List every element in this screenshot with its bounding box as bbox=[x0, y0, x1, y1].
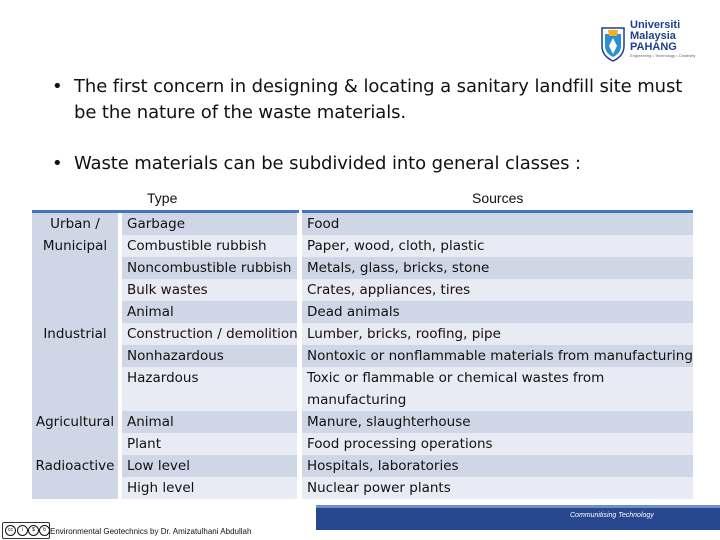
source-text: Nuclear power plants bbox=[307, 480, 451, 496]
type-text: Garbage bbox=[127, 216, 186, 232]
cell-category bbox=[32, 411, 118, 433]
source-text: Food bbox=[307, 216, 340, 232]
cell-type bbox=[122, 345, 297, 367]
cell-type bbox=[122, 477, 297, 499]
type-text: Noncombustible rubbish bbox=[127, 260, 292, 276]
cell-category bbox=[32, 235, 118, 257]
type-text: Hazardous bbox=[127, 370, 199, 386]
source-text: Paper, wood, cloth, plastic bbox=[307, 238, 485, 254]
source-text: Metals, glass, bricks, stone bbox=[307, 260, 490, 276]
bullet-1-text: The first concern in designing & locating a sanitary landfill site must be the nature of the waste materials. bbox=[74, 76, 683, 123]
footer-tagline: Communitising Technology bbox=[570, 512, 654, 519]
table-row bbox=[32, 433, 693, 455]
cell-type bbox=[122, 367, 297, 389]
source-text: Dead animals bbox=[307, 304, 400, 320]
table-row bbox=[32, 323, 693, 345]
category-text: Agricultural bbox=[35, 414, 115, 430]
type-text: Nonhazardous bbox=[127, 348, 224, 364]
cell-type bbox=[122, 279, 297, 301]
cell-category bbox=[32, 301, 118, 323]
cell-type bbox=[122, 389, 297, 411]
source-text: Hospitals, laboratories bbox=[307, 458, 459, 474]
bullet-2 bbox=[52, 151, 694, 177]
cell-category bbox=[32, 433, 118, 455]
cell-category bbox=[32, 455, 118, 477]
cell-type bbox=[122, 235, 297, 257]
logo-line1: Universiti bbox=[630, 19, 681, 31]
type-text: Plant bbox=[127, 436, 162, 452]
source-text: Lumber, bricks, roofing, pipe bbox=[307, 326, 501, 342]
type-text: High level bbox=[127, 480, 195, 496]
cell-source bbox=[302, 345, 693, 367]
cell-category bbox=[32, 213, 118, 235]
cell-type bbox=[122, 433, 297, 455]
cell-type bbox=[122, 323, 297, 345]
table-row bbox=[32, 301, 693, 323]
logo-line2: Malaysia bbox=[630, 30, 676, 42]
cell-category bbox=[32, 345, 118, 367]
bullet-2-text: Waste materials can be subdivided into general classes : bbox=[74, 153, 582, 174]
table-row bbox=[32, 257, 693, 279]
cell-source bbox=[302, 411, 693, 433]
cell-category bbox=[32, 477, 118, 499]
type-text: Bulk wastes bbox=[127, 282, 208, 298]
type-text: Construction / demolition bbox=[127, 326, 298, 342]
cell-category bbox=[32, 389, 118, 411]
category-text: Municipal bbox=[42, 238, 108, 254]
table-row bbox=[32, 411, 693, 433]
bullet-1 bbox=[52, 74, 694, 126]
footer-credit: Environmental Geotechnics by Dr. Amizatulhani Abdullah bbox=[50, 527, 252, 536]
cell-type bbox=[122, 257, 297, 279]
cell-source bbox=[302, 433, 693, 455]
table-row bbox=[32, 455, 693, 477]
cell-source bbox=[302, 279, 693, 301]
table-row bbox=[32, 235, 693, 257]
cell-category bbox=[32, 257, 118, 279]
cell-type bbox=[122, 301, 297, 323]
cell-category bbox=[32, 323, 118, 345]
source-text: manufacturing bbox=[307, 392, 407, 408]
cell-source bbox=[302, 455, 693, 477]
header-type-label: Type bbox=[147, 190, 178, 206]
type-text: Low level bbox=[127, 458, 190, 474]
logo-tagline: Engineering • Technology • Creativity bbox=[630, 53, 696, 58]
shield-icon bbox=[600, 24, 626, 62]
cell-source bbox=[302, 213, 693, 235]
cell-type bbox=[122, 411, 297, 433]
cc-nc-icon: $ bbox=[28, 525, 39, 536]
source-text: Toxic or flammable or chemical wastes from bbox=[307, 370, 605, 386]
table-row bbox=[32, 345, 693, 367]
cell-source bbox=[302, 367, 693, 389]
table-row bbox=[32, 279, 693, 301]
cell-source bbox=[302, 323, 693, 345]
type-text: Combustible rubbish bbox=[127, 238, 267, 254]
header-sources-label: Sources bbox=[472, 190, 524, 206]
cc-icon: cc bbox=[5, 525, 16, 536]
category-text: Radioactive bbox=[35, 458, 115, 474]
cell-source bbox=[302, 301, 693, 323]
footer-bar bbox=[316, 508, 720, 530]
source-text: Manure, slaughterhouse bbox=[307, 414, 471, 430]
bullet-dot: • bbox=[52, 76, 63, 97]
cell-type bbox=[122, 455, 297, 477]
header-sources bbox=[302, 188, 693, 211]
source-text: Crates, appliances, tires bbox=[307, 282, 471, 298]
cell-category bbox=[32, 367, 118, 389]
cell-category bbox=[32, 279, 118, 301]
creative-commons-badge bbox=[2, 522, 50, 539]
logo-line3: PAHANG bbox=[630, 41, 677, 53]
category-text: Urban / bbox=[50, 216, 100, 232]
table-row bbox=[32, 477, 693, 499]
table-row bbox=[32, 367, 693, 389]
table-row bbox=[32, 213, 693, 235]
source-text: Food processing operations bbox=[307, 436, 493, 452]
category-text: Industrial bbox=[43, 326, 107, 342]
table-row bbox=[32, 389, 693, 411]
type-text: Animal bbox=[127, 414, 174, 430]
type-text: Animal bbox=[127, 304, 174, 320]
bullet-dot: • bbox=[52, 153, 63, 174]
cc-sa-icon: ↻ bbox=[39, 525, 50, 536]
logo-wordmark bbox=[630, 20, 695, 59]
cell-source bbox=[302, 389, 693, 411]
header-type bbox=[32, 188, 299, 211]
university-logo bbox=[600, 20, 700, 66]
cell-source bbox=[302, 235, 693, 257]
cc-by-icon: i bbox=[17, 525, 28, 536]
cell-type bbox=[122, 213, 297, 235]
cell-source bbox=[302, 257, 693, 279]
source-text: Nontoxic or nonflammable materials from manufacturing bbox=[307, 348, 693, 364]
cell-source bbox=[302, 477, 693, 499]
